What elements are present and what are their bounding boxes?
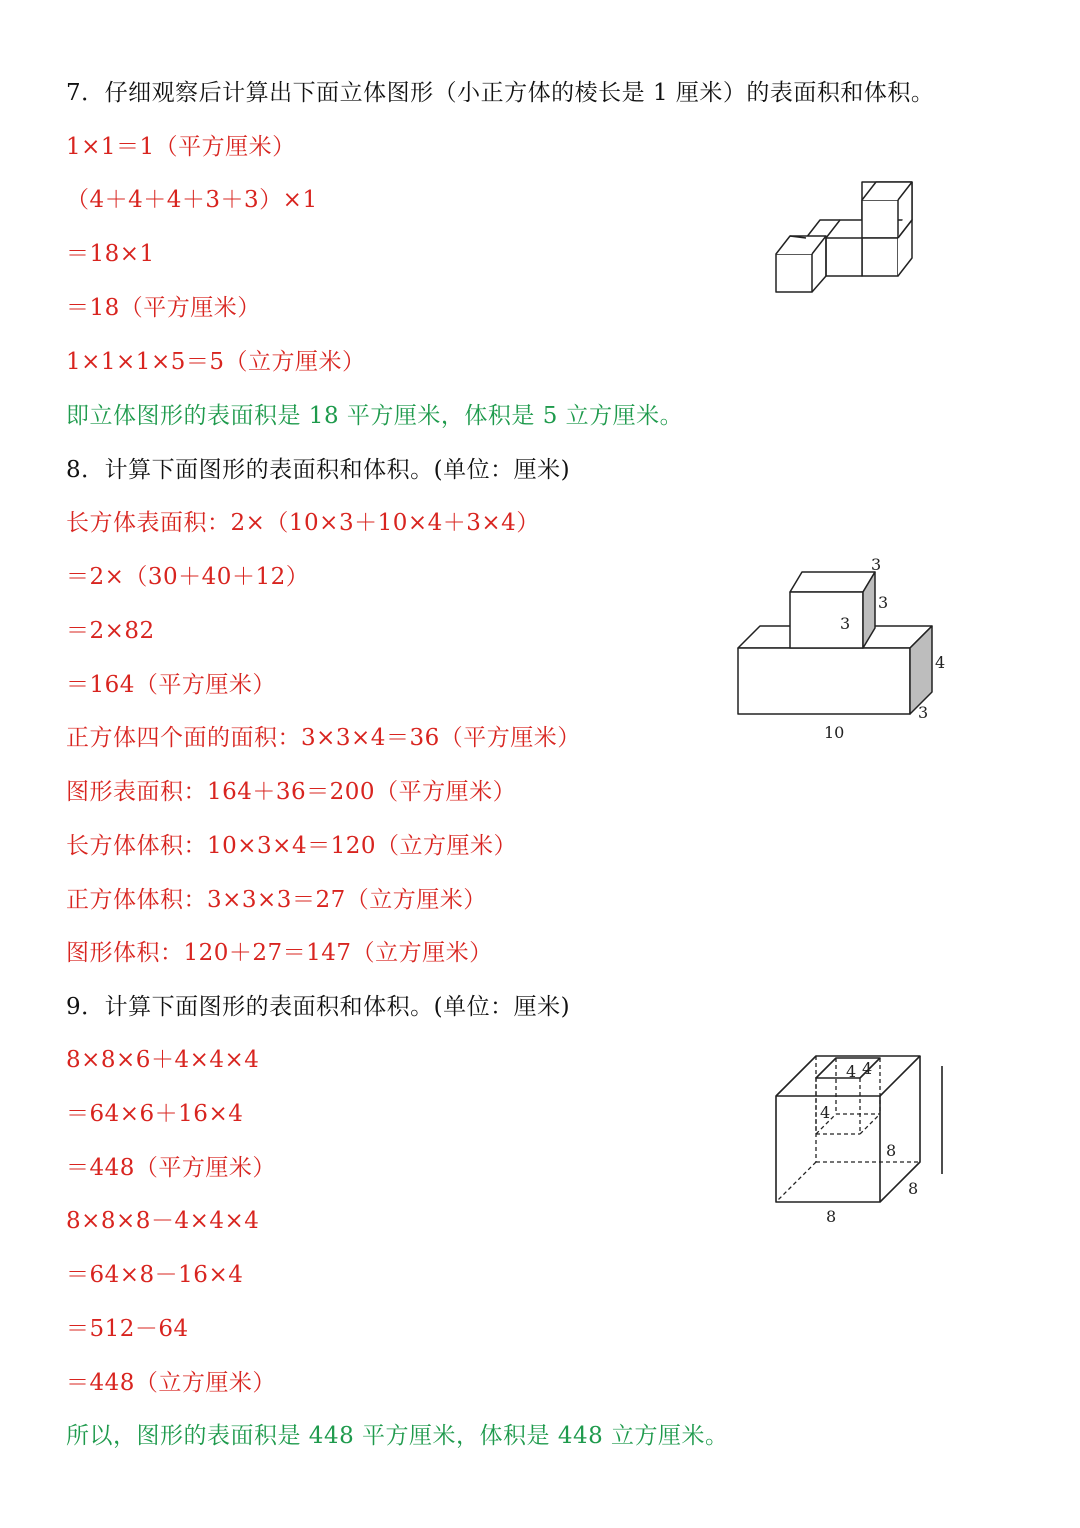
q8-label-box-depth: 3 — [918, 703, 929, 722]
q8-step-5: 正方体四个面的面积：3×3×4＝36（平方厘米） — [66, 725, 581, 751]
q8-label-cube-top: 3 — [871, 555, 882, 574]
q9-cube-hole-figure — [768, 1050, 953, 1230]
q9-title: 9．计算下面图形的表面积和体积。(单位：厘米) — [66, 994, 571, 1020]
q7-step-1: 1×1＝1（平方厘米） — [66, 134, 296, 160]
q8-step-7: 长方体体积：10×3×4＝120（立方厘米） — [66, 833, 517, 859]
q7-step-5: 1×1×1×5＝5（立方厘米） — [66, 349, 366, 375]
q8-label-cube-side: 3 — [878, 593, 889, 612]
q9-label-cube-height: 8 — [886, 1141, 897, 1160]
q9-step-6: ＝512－64 — [66, 1316, 189, 1342]
q8-step-2: ＝2×（30＋40＋12） — [66, 564, 310, 590]
q9-conclusion: 所以，图形的表面积是 448 平方厘米，体积是 448 立方厘米。 — [66, 1423, 729, 1449]
q8-cuboid-figure — [730, 552, 950, 747]
q7-conclusion: 即立体图形的表面积是 18 平方厘米，体积是 5 立方厘米。 — [66, 403, 684, 429]
q9-label-hole-b: 4 — [862, 1059, 873, 1078]
q9-step-2: ＝64×6＋16×4 — [66, 1101, 244, 1127]
q7-title: 7．仔细观察后计算出下面立体图形（小正方体的棱长是 1 厘米）的表面积和体积。 — [66, 80, 935, 106]
q8-step-6: 图形表面积：164＋36＝200（平方厘米） — [66, 779, 517, 805]
q8-step-1: 长方体表面积：2×（10×3＋10×4＋3×4） — [66, 510, 540, 536]
q9-step-7: ＝448（立方厘米） — [66, 1370, 276, 1396]
q9-label-cube-depth: 8 — [908, 1179, 919, 1198]
q7-step-3: ＝18×1 — [66, 241, 155, 267]
q8-title: 8．计算下面图形的表面积和体积。(单位：厘米) — [66, 457, 571, 483]
q8-label-box-length: 10 — [824, 723, 845, 742]
q7-step-2: （4＋4＋4＋3＋3）×1 — [66, 187, 318, 213]
q9-label-cube-width: 8 — [826, 1207, 837, 1226]
q8-label-cube-front: 3 — [840, 614, 851, 633]
q9-step-4: 8×8×8－4×4×4 — [66, 1208, 260, 1234]
q9-step-1: 8×8×6＋4×4×4 — [66, 1047, 260, 1073]
q8-step-4: ＝164（平方厘米） — [66, 672, 276, 698]
q9-label-hole-depth: 4 — [820, 1103, 831, 1122]
q9-step-5: ＝64×8－16×4 — [66, 1262, 244, 1288]
q8-step-3: ＝2×82 — [66, 618, 155, 644]
q8-step-9: 图形体积：120＋27＝147（立方厘米） — [66, 940, 493, 966]
q9-step-3: ＝448（平方厘米） — [66, 1155, 276, 1181]
q8-label-box-height: 4 — [935, 653, 946, 672]
q9-label-hole-a: 4 — [846, 1062, 857, 1081]
q8-step-8: 正方体体积：3×3×3＝27（立方厘米） — [66, 887, 487, 913]
q7-step-4: ＝18（平方厘米） — [66, 295, 261, 321]
q7-cube-figure — [770, 178, 920, 300]
